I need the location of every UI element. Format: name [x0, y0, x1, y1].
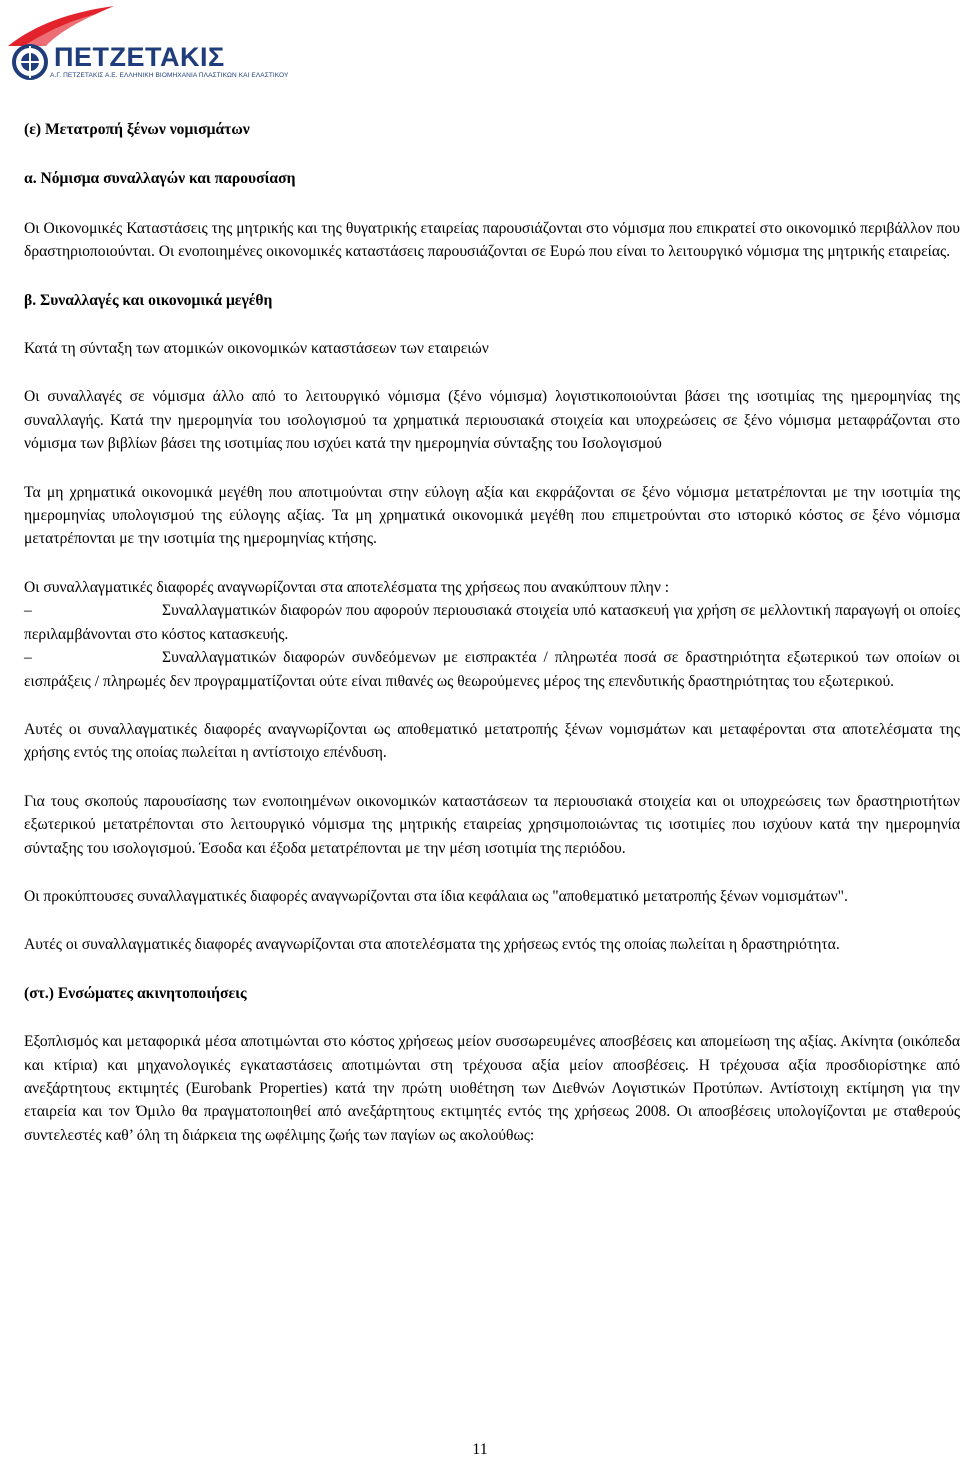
section-st-title: (στ.) Ενσώματες ακινητοποιήσεις	[24, 984, 247, 1002]
sub-b-paragraph-4-intro: Οι συναλλαγματικές διαφορές αναγνωρίζονται στα αποτελέσματα της χρήσεως που ανακύπτουν πλην :	[24, 578, 670, 596]
dash-item	[24, 599, 960, 646]
sub-a-paragraph: Οι Οικονομικές Καταστάσεις της μητρικής και της θυγατρικής εταιρείας παρουσιάζονται στο νόμισμα που επικρατεί στο οικονομικό περιβάλλον που δραστηριοποιούνται. Οι ενοποιημένες οικονομικές καταστάσεις παρουσιάζονται σε Ευρώ που είναι το λειτουργικό νόμισμα της μητρικής εταιρείας.	[24, 219, 960, 261]
company-logo	[6, 4, 289, 86]
dash-marker: –	[24, 602, 32, 620]
sub-b-paragraph-2: Οι συναλλαγές σε νόμισμα άλλο από το λειτουργικό νόμισμα (ξένο νόμισμα) λογιστικοποιούνται βάσει της ισοτιμίας της ημερομηνίας της συναλλαγής. Κατά την ημερομηνία του ισολογισμού τα χρηματικά περιουσιακά στοιχεία και υποχρεώσεις σε ξένο νόμισμα μεταφράζονται στο νόμισμα των βιβλίων βάσει της ισοτιμίας που ισχύει κατά την ημερομηνία σύνταξης του Ισολογισμού	[24, 388, 960, 453]
section-st-paragraph: Εξοπλισμός και μεταφορικά μέσα αποτιμώνται στο κόστος χρήσεως μείον συσσωρευμένες αποσβέσεις και απομείωση της αξίας. Ακίνητα (οικόπεδα και κτίρια) και μηχανολογικές εγκαταστάσεις αποτιμώνται στη τρέχουσα αξία μείον αποσβέσεις. Η τρέχουσα αξία προσδιορίστηκε από ανεξάρτητους εκτιμητές (Eurobank Properties) κατά την πρώτη υιοθέτηση των Διεθνών Λογιστικών Προτύπων. Αντίστοιχη εκτίμηση για την εταιρεία και τον Όμιλο θα πραγματοποιηθεί από ανεξάρτητους εκτιμητές εντός της χρήσεως 2008. Οι αποσβέσεις υπολογίζονται με σταθερούς συντελεστές καθ’ όλη τη διάρκεια της ωφέλιμης ζωής των παγίων ως ακολούθως:	[24, 1033, 960, 1144]
sub-b-paragraph-1: Κατά τη σύνταξη των ατομικών οικονομικών καταστάσεων των εταιρειών	[24, 340, 489, 358]
globe-icon	[10, 42, 50, 82]
dash-item	[24, 646, 960, 693]
dash-item-text: Συναλλαγματικών διαφορών που αφορούν περιουσιακά στοιχεία υπό κατασκευή για χρήση σε μελλοντική παραγωγή οι οποίες περιλαμβάνονται στο κόστος κατασκευής.	[24, 602, 960, 643]
sub-b-paragraph-6: Για τους σκοπούς παρουσίασης των ενοποιημένων οικονομικών καταστάσεων τα περιουσιακά στοιχεία και οι υποχρεώσεις των δραστηριοτήτων εξωτερικού μετατρέπονται στο λειτουργικό νόμισμα της μητρικής εταιρείας χρησιμοποιώντας τις ισοτιμίες που ισχύουν κατά την ημερομηνία σύνταξης του ισολογισμού. Έσοδα και έξοδα μετατρέπονται με την μέση ισοτιμία της περιόδου.	[24, 792, 960, 857]
document-body	[24, 118, 960, 1147]
sub-b-paragraph-3: Τα μη χρηματικά οικονομικά μεγέθη που αποτιμούνται στην εύλογη αξία και εκφράζονται σε ξένο νόμισμα μετατρέπονται με την ισοτιμία της ημερομηνίας υπολογισμού της εύλογης αξίας. Τα μη χρηματικά οικονομικά μεγέθη που επιμετρούνται στο ιστορικό κόστος σε ξένο νόμισμα μετατρέπονται με την ισοτιμία της ημερομηνίας κτήσης.	[24, 483, 960, 548]
sub-b-paragraph-7: Οι προκύπτουσες συναλλαγματικές διαφορές αναγνωρίζονται στα ίδια κεφάλαια ως "αποθεματικό μετατροπής ξένων νομισμάτων".	[24, 887, 848, 905]
sub-b-title: β. Συναλλαγές και οικονομικά μεγέθη	[24, 291, 273, 309]
sub-b-paragraph-5: Αυτές οι συναλλαγματικές διαφορές αναγνωρίζονται ως αποθεματικό μετατροπής ξένων νομισμάτων και μεταφέρονται στα αποτελέσματα της χρήσης εντός της οποίας πωλείται η αντίστοιχο επένδυση.	[24, 720, 960, 762]
dash-item-text: Συναλλαγματικών διαφορών συνδεόμενων με εισπρακτέα / πληρωτέα ποσά σε δραστηριότητα εξωτερικού των οποίων οι εισπράξεις / πληρωμές δεν προγραμματίζονται ούτε είναι πιθανές ως θεωρούμενες μέρος της επενδυτικής δραστηριότητας του εξωτερικού.	[24, 649, 960, 690]
page-number: 11	[472, 1441, 488, 1458]
logo-tagline: Α.Γ. ΠΕΤΖΕΤΑΚΙΣ Α.Ε. ΕΛΛΗΝΙΚΗ ΒΙΟΜΗΧΑΝΙΑ ΠΛΑΣΤΙΚΩΝ ΚΑΙ ΕΛΑΣΤΙΚΟΥ	[50, 72, 289, 79]
dash-marker: –	[24, 649, 32, 667]
logo-name: ΠΕΤΖΕΤΑΚΙΣ	[54, 42, 225, 72]
section-e-title: (ε) Μετατροπή ξένων νομισμάτων	[24, 121, 250, 138]
sub-b-paragraph-8: Αυτές οι συναλλαγματικές διαφορές αναγνωρίζονται στα αποτελέσματα της χρήσεως εντός της οποίας πωλείται η δραστηριότητα.	[24, 936, 840, 954]
sub-a-title: α. Νόμισμα συναλλαγών και παρουσίαση	[24, 170, 296, 188]
